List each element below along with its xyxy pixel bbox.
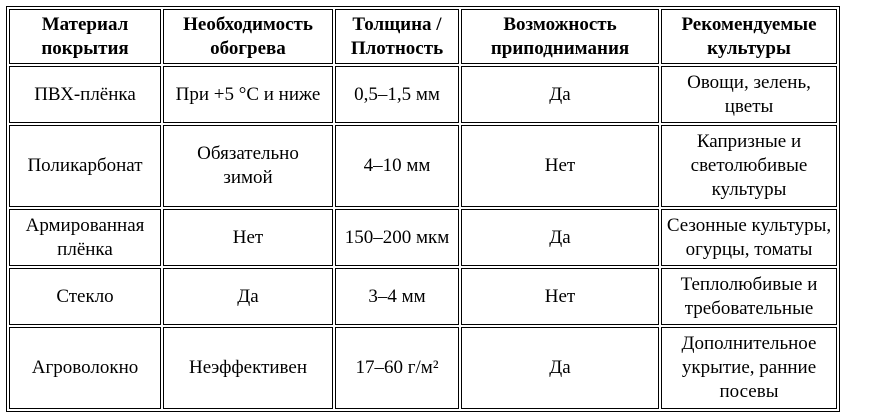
- cell-thickness: 4–10 мм: [335, 125, 459, 207]
- header-heating: Необходимость обогрева: [163, 9, 333, 64]
- cell-heating: Да: [163, 268, 333, 325]
- header-thickness: Толщина / Плотность: [335, 9, 459, 64]
- cell-lifting: Да: [461, 209, 659, 266]
- cell-crops: Овощи, зелень, цветы: [661, 66, 837, 123]
- table-row: [9, 66, 837, 123]
- cell-lifting: Нет: [461, 268, 659, 325]
- cell-heating: При +5 °C и ниже: [163, 66, 333, 123]
- cell-crops: Теплолюбивые и требовательные: [661, 268, 837, 325]
- covering-materials-table: [6, 6, 840, 412]
- cell-thickness: 0,5–1,5 мм: [335, 66, 459, 123]
- comparison-table-container: [6, 6, 840, 412]
- table-row: [9, 327, 837, 409]
- cell-material: Поликарбонат: [9, 125, 161, 207]
- cell-thickness: 3–4 мм: [335, 268, 459, 325]
- cell-heating: Неэффективен: [163, 327, 333, 409]
- cell-heating: Нет: [163, 209, 333, 266]
- header-row: [9, 9, 837, 64]
- cell-material: ПВХ-плёнка: [9, 66, 161, 123]
- cell-material: Агроволокно: [9, 327, 161, 409]
- table-row: [9, 268, 837, 325]
- cell-thickness: 150–200 мкм: [335, 209, 459, 266]
- cell-thickness: 17–60 г/м²: [335, 327, 459, 409]
- header-crops: Рекомендуемые культуры: [661, 9, 837, 64]
- cell-crops: Капризные и светолюбивые культуры: [661, 125, 837, 207]
- cell-material: Армированная плёнка: [9, 209, 161, 266]
- table-row: [9, 125, 837, 207]
- cell-crops: Дополнительное укрытие, ранние посевы: [661, 327, 837, 409]
- cell-crops: Сезонные культуры, огурцы, томаты: [661, 209, 837, 266]
- table-row: [9, 209, 837, 266]
- cell-lifting: Да: [461, 327, 659, 409]
- cell-heating: Обязательно зимой: [163, 125, 333, 207]
- cell-lifting: Нет: [461, 125, 659, 207]
- cell-lifting: Да: [461, 66, 659, 123]
- header-material: Материал покрытия: [9, 9, 161, 64]
- cell-material: Стекло: [9, 268, 161, 325]
- header-lifting: Возможность приподнимания: [461, 9, 659, 64]
